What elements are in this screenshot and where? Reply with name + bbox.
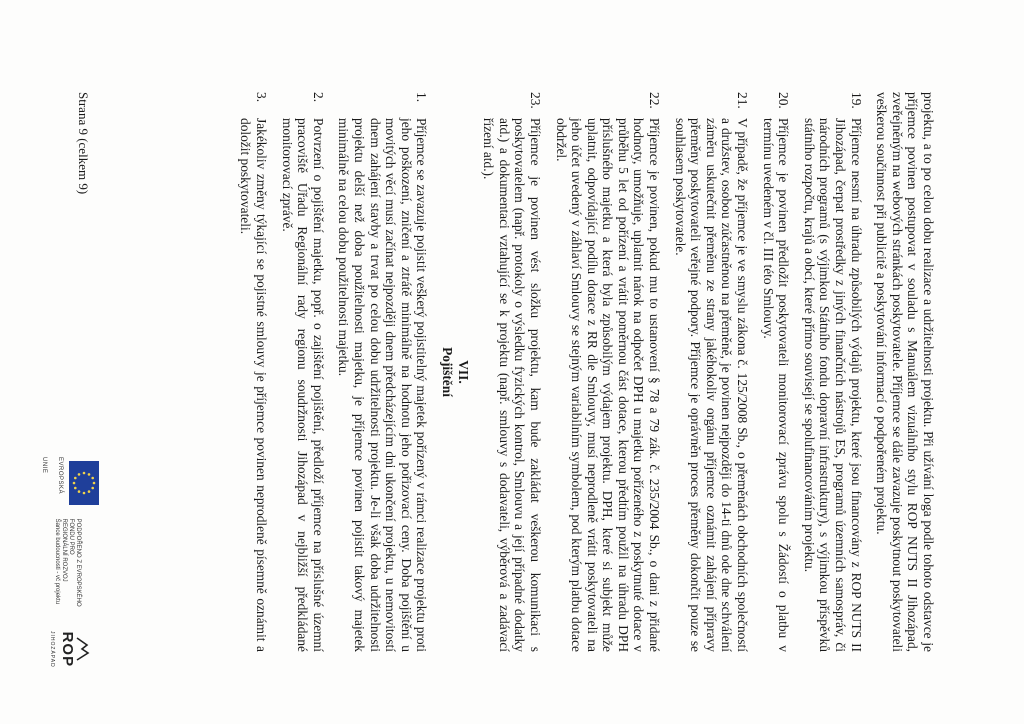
rop-logo bbox=[44, 631, 91, 668]
section-title: Pojištění bbox=[439, 347, 455, 397]
footer-logos bbox=[36, 457, 99, 668]
clause-item bbox=[801, 92, 863, 652]
eu-logo bbox=[36, 457, 99, 509]
clause-number: 21. bbox=[735, 92, 751, 109]
clause-item bbox=[238, 92, 269, 652]
clause-text: Příjemce nesmí na úhradu způsobilých výdajů projektu, které jsou financovány z ROP NUTS II Jihozápad, čerpat prostředky z jiných finančních nástrojů ES, programů územních samospráv, či národních programů (s výjimkou Státního fondu dopravní infrastruktury), s výjimkou příspěvků státního rozpočtu, krajů a obcí, které přímo souvisejí se spolufinancováním projektu. bbox=[801, 118, 864, 652]
rop-logo-text: ROP bbox=[59, 631, 76, 668]
clause-text: V případě, že příjemce je ve smyslu zákona č. 125/2008 Sb., o přeměnách obchodních společností a družstev, osobou zúčastněnou na přeměně, je povinen nejpozději do 14-ti dnů ode dne schválení záměru uskutečnit přeměnu ze strany jakéhokoliv orgánu příjemce oznámit zahájení přípravy přeměny poskytovateli veřejné podpory. Příjemce je oprávněn proces přeměny dokončit pouze se souhlasem poskytovatele. bbox=[672, 118, 751, 652]
clause-number: 1. bbox=[414, 92, 430, 103]
rop-caption-line: Šance budoucnosti - vč projektu bbox=[54, 518, 61, 605]
page-number: Strana 9 (celkem 9) bbox=[76, 92, 91, 195]
clause-number: 3. bbox=[254, 92, 270, 103]
eu-flag-icon bbox=[69, 461, 99, 505]
rop-caption-line: PODPOŘENO Z EVROPSKÉHO FONDU PRO bbox=[68, 518, 82, 607]
page-footer bbox=[39, 92, 99, 668]
clause-text: Příjemce se zavazuje pojistit veškerý pojistitelný majetek pořízený v rámci realizace projektu proti jeho poškození, zničení a ztrátě minimálně na hodnotu jeho pořizovací ceny. Doba pojištění u movitých věcí musí začínat nejpozději dnem předcházejícím dni ukončení projektu, u nemovitostí dnem zahájení stavby a trvat po celou dobu udržitelnosti projektu. Je-li však doba udržitelnosti projektu delší než doba použitelnosti majetku, je příjemce povinen pojistit takový majetek minimálně na celou dobu použitelnosti majetku. bbox=[336, 118, 430, 652]
clause-item bbox=[553, 92, 662, 652]
clause-item bbox=[672, 92, 750, 652]
clause-text: Příjemce je povinen, pokud mu to ustanovení § 78 a 79 zák. č. 235/2004 Sb., o dani z přidané hodnoty, umožňuje, uplatnit nárok na odpočet DPH u majetku pořízeného z poskytnuté dotace v průběhu 5 let od pořízení a vrátit poměrnou část dotace, kterou předtím použil na úhradu DPH příslušného majetku a která byla způsobilým výdajem projektu. DPH, které si subjekt může uplatnit, odpovídající podílu dotace z RR dle Smlouvy, musí neprodleně vrátit poskytovateli na jeho účet uvedený v záhlaví Smlouvy se stejným variabilním symbolem, pod kterým platbu dotace obdržel. bbox=[553, 118, 663, 652]
section-number: VII. bbox=[455, 360, 471, 384]
clause-number: 19. bbox=[848, 92, 864, 109]
clause-text: Potvrzení o pojištění majetku, popř. o zajištění pojištění, předloží příjemce na příslušné územní pracoviště Úřadu Regionální rady regionu soudržnosti Jihozápad v nejbližší předkládané monitorovací zprávě. bbox=[279, 118, 326, 652]
rop-caption-line: REGIONÁLNÍ ROZVOJ bbox=[61, 518, 68, 582]
clause-text: Jakékoliv změny týkající se pojistné smlouvy je příjemce povinen neprodleně písemně oznámit a doložit poskytovateli. bbox=[238, 118, 270, 652]
page-content bbox=[228, 92, 936, 652]
intro-paragraph: projektu, a to po celou dobu realizace a udržitelnosti projektu. Při užívání loga podle tohoto odstavce je příjemce povinen postupovat v souladu s Manuálem vizuálního stylu ROP NUTS II Jihozápad, zveřejněným na webových stránkách poskytovatele. Příjemce se dále zavazuje poskytnout poskytovateli veškerou součinnost při publicitě a poskytování informací o podpořeném projektu. bbox=[874, 92, 936, 652]
eu-label: EVROPSKÁ UNIE bbox=[41, 457, 63, 495]
clause-item bbox=[279, 92, 326, 652]
clause-list-b bbox=[238, 92, 430, 652]
clause-text: Příjemce je povinen vést složku projektu, kam bude zakládat veškerou komunikaci s poskytovatelem (např. protokoly o výsledku fyzických kontrol, Smlouvu a její případné dodatky atd.) a dokumentaci vztahující se k projektu (např. smlouvy s dodavateli, výběrová a zadávací řízení atd.). bbox=[481, 118, 543, 652]
clause-text: Příjemce je povinen předložit poskytovateli monitorovací zprávu spolu s Žádostí o platbu v termínu uvedeném v čl. III této Smlouvy. bbox=[760, 118, 792, 652]
clause-number: 20. bbox=[776, 92, 792, 109]
rop-caption bbox=[53, 519, 81, 621]
rop-logo-subtext: JIHOZÁPAD bbox=[49, 631, 56, 668]
rop-mountain-icon bbox=[75, 636, 91, 662]
clause-item bbox=[760, 92, 791, 652]
clause-list-a bbox=[481, 92, 864, 652]
clause-item bbox=[481, 92, 543, 652]
clause-number: 22. bbox=[647, 92, 663, 109]
clause-number: 2. bbox=[310, 92, 326, 103]
clause-number: 23. bbox=[527, 92, 543, 109]
clause-item bbox=[336, 92, 430, 652]
